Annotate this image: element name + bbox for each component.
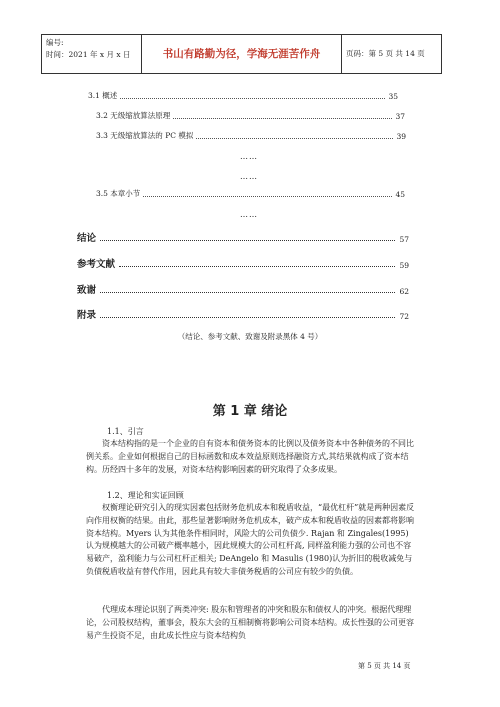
toc-major-page: 59	[399, 261, 409, 270]
time-label: 时间：2021 年 x 月 x 日	[46, 50, 131, 59]
toc-ellipsis: ……	[240, 210, 258, 219]
toc-major-page: 57	[399, 235, 409, 244]
number-label: 编号:	[46, 38, 64, 47]
header-left-cell	[42, 35, 142, 73]
toc-entry-page: 35	[388, 92, 398, 101]
body-paragraph: 代理成本理论识别了两类冲突: 股东和管理者的冲突和股东和债权人的冲突。根据代理理论，公司股权结构，董事会，股东大会的互相制衡将影响公司资本结构。成长性强的公司更容易产生投资不足，由此成长性应与资本结构负	[86, 605, 414, 640]
body-paragraph: 资本结构指的是一个企业的自有资本和债务资本的比例以及债务资本中各种债务的不同比例关系。企业如何根据自己的目标函数和成本效益原则选择融资方式,其结果就构成了资本结构。历经四十多年的发展，对资本结构影响因素的研究取得了众多成果。	[86, 439, 414, 474]
toc-major-entry[interactable]	[77, 307, 409, 321]
toc-entry-label: 3.2 无级缩放算法原理	[96, 111, 171, 120]
toc-entry-label: 3.1 概述	[88, 91, 118, 100]
toc-major-label: 附录	[77, 310, 97, 321]
toc-leader	[100, 239, 395, 241]
page-header	[41, 34, 442, 74]
toc-major-label: 结论	[77, 233, 97, 244]
toc-major-label: 参考文献	[77, 259, 116, 270]
body-paragraph: 权衡理论研究引入的现实因素包括财务危机成本和税盾收益，“最优杠杆”就是两种因素反向作用权衡的结果。由此，那些显著影响财务危机成本，破产成本和税盾收益的因素都将影响资本结构。Myers 认为其他条件相同时，风险大的公司负债少. Rajan 和 Zingales(1995)认为规模越大的公司破产概率越小，因此规模大的公司杠杆高, 同样盈利能力强的公司也不容易破产，盈利能力与公司杠杆正相关; DeAngelo 和 Masulis (1980)认为折旧的税收减免与负债税盾收益有替代作用，因此具有较大非债务税盾的公司应有较少的负债。	[86, 503, 415, 576]
header-page-label: 页码：第 5 页 共 14 页	[346, 49, 425, 58]
toc-major-entry[interactable]	[77, 230, 409, 244]
toc-entry-page: 45	[395, 190, 405, 199]
toc-major-page: 62	[399, 287, 409, 296]
toc-leader	[173, 117, 392, 119]
toc-entry[interactable]	[96, 130, 406, 141]
toc-font-note: （结论、参考文献、致谢及附录黑体 4 号）	[177, 332, 323, 341]
header-motto: 书山有路勤为径，学海无涯苦作舟	[142, 35, 342, 73]
toc-major-entry[interactable]	[77, 256, 409, 270]
section-heading: 1.2、理论和实证回顾	[107, 491, 184, 500]
toc-major-entry[interactable]	[77, 282, 409, 296]
toc-major-label: 致谢	[77, 285, 97, 296]
toc-ellipsis: ……	[240, 152, 258, 161]
toc-leader	[196, 137, 393, 139]
section-heading: 1.1、引言	[107, 427, 144, 436]
toc-major-page: 72	[399, 312, 409, 321]
toc-leader	[100, 316, 395, 318]
toc-entry-label: 3.5 本章小节	[96, 189, 141, 198]
toc-leader	[100, 291, 395, 293]
toc-entry-page: 37	[395, 112, 405, 121]
toc-entry[interactable]	[96, 110, 405, 121]
toc-leader	[143, 195, 392, 197]
toc-leader	[119, 265, 395, 267]
page-footer: 第 5 页 共 14 页	[358, 662, 411, 670]
toc-entry-label: 3.3 无级缩放算法的 PC 模拟	[96, 131, 194, 140]
toc-entry-page: 39	[396, 132, 406, 141]
toc-entry[interactable]	[88, 90, 398, 101]
chapter-title: 第 1 章 绪论	[212, 404, 288, 419]
toc-entry[interactable]	[96, 188, 405, 199]
toc-ellipsis: ……	[240, 172, 258, 181]
toc-leader	[120, 97, 385, 99]
